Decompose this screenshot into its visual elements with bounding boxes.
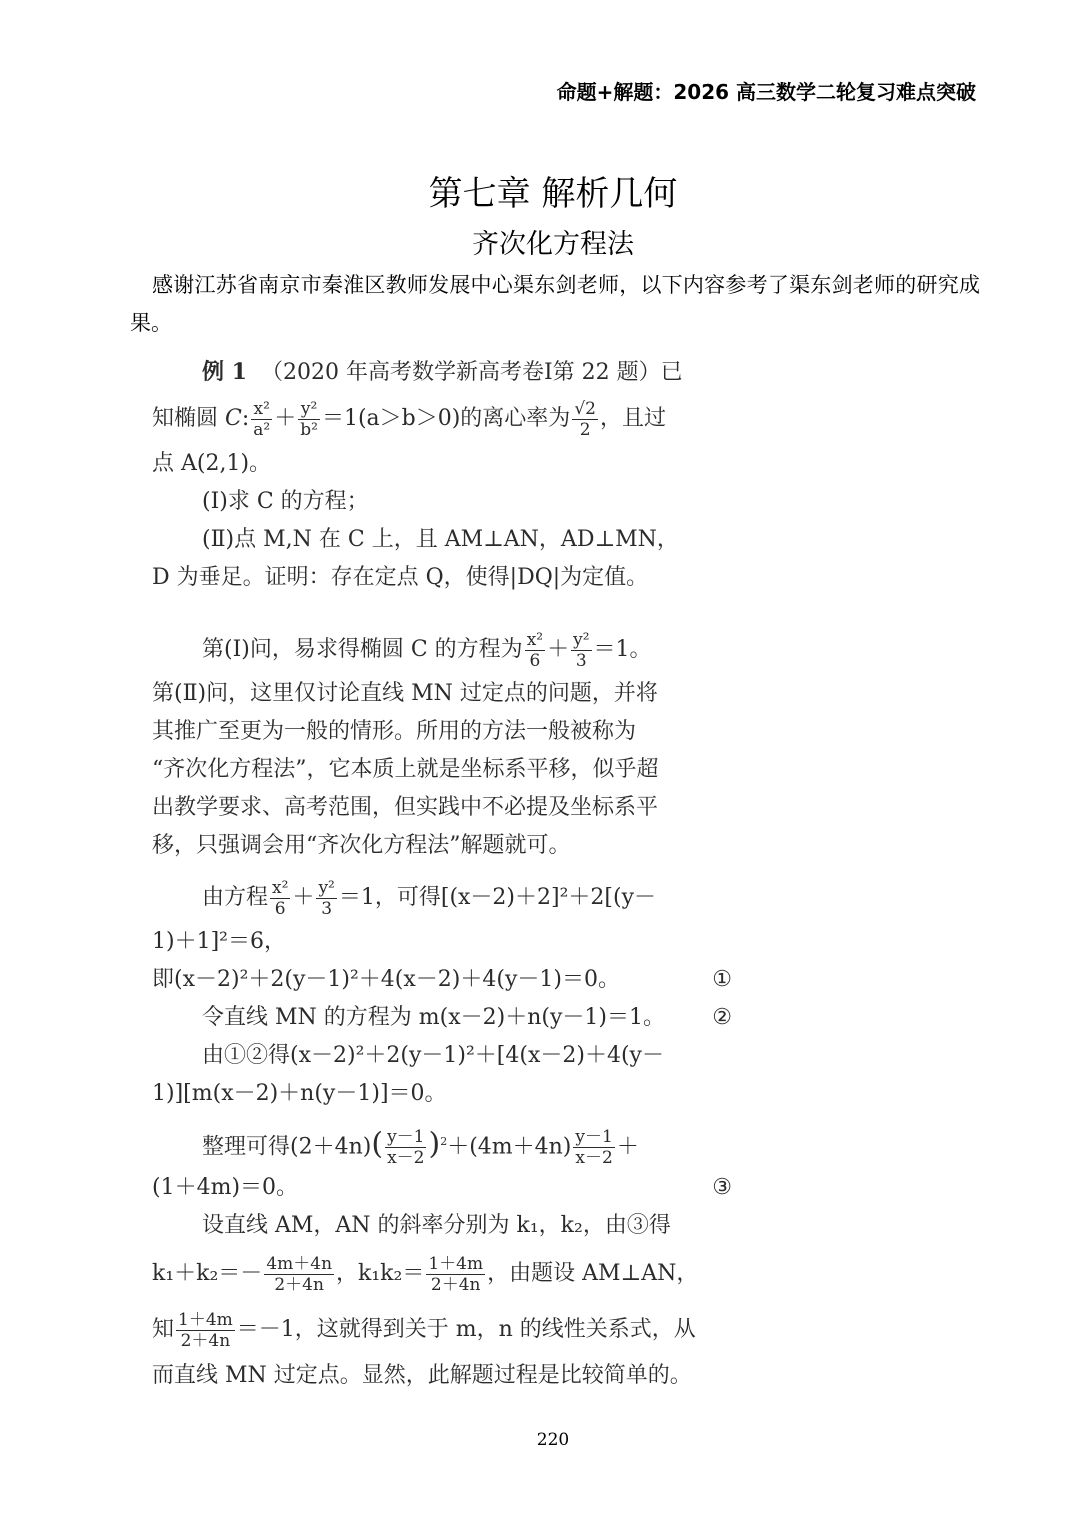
example-part-1: (Ⅰ)求 C 的方程；	[202, 489, 369, 514]
example-label: 例 1	[202, 359, 247, 385]
equation-3-cont: 1)][m(x－2)＋n(y－1)]＝0。	[152, 1081, 447, 1106]
slope-text: ＝－1，这就得到关于 m，n 的线性关系式，从	[236, 1317, 696, 1342]
equation-tag-3: ③	[712, 1175, 732, 1200]
solution-line: 出教学要求、高考范围，但实践中不必提及坐标系平	[152, 795, 659, 820]
slope-sum: k₁＋k₂＝－	[152, 1261, 263, 1286]
running-header: 命题+解题：2026 高三数学二轮复习难点突破	[556, 80, 976, 104]
example-source: （2020 年高考数学新高考卷Ⅰ第 22 题）已	[260, 360, 683, 385]
equation-4: 整理可得(2＋4n)	[202, 1134, 372, 1160]
fraction-product: $\frac{1+4m}{2+4n}$	[428, 1253, 484, 1295]
derivation-line: 1)＋1]²＝6，	[152, 929, 286, 954]
fraction-slope: $\frac{y-1}{x-2}$	[575, 1126, 613, 1168]
example-text: 知椭圆	[152, 406, 225, 431]
solution-text: 第(Ⅰ)问，易求得椭圆 C 的方程为	[202, 637, 523, 662]
equation-4: ＋(4m＋4n)	[447, 1134, 572, 1160]
equation-1: 即(x－2)²＋2(y－1)²＋4(x－2)＋4(y－1)＝0。	[152, 967, 620, 992]
equation-3: 由①②得(x－2)²＋2(y－1)²＋[4(x－2)＋4(y－	[202, 1043, 664, 1068]
ellipse-name: C	[225, 406, 242, 431]
fraction-y2-b2: $\frac{\text{y²}}{\text{b²}}$	[300, 398, 318, 440]
conclusion-line: 而直线 MN 过定点。显然，此解题过程是比较简单的。	[152, 1363, 692, 1388]
derivation-text: ＝1，可得[(x－2)＋2]²＋2[(y－	[338, 885, 657, 910]
solution-line: 其推广至更为一般的情形。所用的方法一般被称为	[152, 719, 637, 744]
example-part-2-cont: D 为垂足。证明：存在定点 Q，使得|DQ|为定值。	[152, 565, 649, 590]
equation-2: 令直线 MN 的方程为 m(x－2)＋n(y－1)＝1。	[202, 1005, 665, 1030]
solution-line: 移，只强调会用“齐次化方程法”解题就可。	[152, 833, 571, 858]
fraction-sum: $\frac{4m+4n}{2+4n}$	[266, 1253, 333, 1295]
slope-product: ，k₁k₂＝	[336, 1261, 425, 1286]
fraction-product: $\frac{1+4m}{2+4n}$	[178, 1309, 233, 1351]
example-text: ，且过	[599, 406, 666, 431]
example-point: 点 A(2,1)。	[152, 451, 272, 476]
equation-tag-2: ②	[712, 1005, 732, 1030]
fraction-y2-3: $\frac{\text{y²}}{3}$	[318, 877, 335, 919]
example-part-2: (Ⅱ)点 M,N 在 C 上，且 AM⊥AN，AD⊥MN，	[202, 527, 679, 552]
fraction-x2-a2: $\frac{\text{x²}}{\text{a²}}$	[253, 398, 271, 440]
equation-4-cont: (1＋4m)＝0。	[152, 1175, 299, 1200]
solution-line: “齐次化方程法”，它本质上就是坐标系平移，似乎超	[152, 757, 659, 782]
intro-paragraph: 感谢江苏省南京市秦淮区教师发展中心渠东剑老师，以下内容参考了渠东剑老师的研究成果。	[130, 273, 980, 335]
page-number: 220	[536, 1430, 570, 1450]
fraction-eccentricity: $\frac{√2}{2}$	[574, 398, 596, 440]
fraction-x2-6: $\frac{\text{x²}}{6}$	[526, 629, 544, 671]
solution-line: 第(Ⅱ)问，这里仅讨论直线 MN 过定点的问题，并将	[152, 681, 658, 706]
solution-block: 第(Ⅰ)问，易求得椭圆 C 的方程为 $\frac{\text{x²}}{6}$ ＋ $\frac{\text{y²}}{3}$ ＝1。 第(Ⅱ)问，这里仅讨论直线 MN 过定点的问题，并将 其推广至更为一般的情形。所用的方法一般被称为 “齐次化方程法”，它本质上就是坐标系平移，似乎超 出教学要求、高考范围，但实践中不必提及坐标系平 移，只强调会用“齐次化方程法”解题就可。	[152, 624, 732, 866]
slope-text: ，由题设 AM⊥AN，	[487, 1261, 699, 1286]
chapter-title: 第七章 解析几何	[428, 174, 678, 214]
derivation-text: 由方程	[202, 885, 269, 910]
section-title: 齐次化方程法	[472, 229, 634, 260]
slope-text: 设直线 AM，AN 的斜率分别为 k₁，k₂，由③得	[202, 1213, 671, 1238]
solution-text: ＝1。	[593, 637, 652, 662]
example-condition: (a＞b＞0)的离心率为	[357, 406, 571, 431]
fraction-x2-6: $\frac{\text{x²}}{6}$	[272, 877, 289, 919]
equation-4: ＋	[616, 1134, 639, 1160]
example-block: 例 1 （2020 年高考数学新高考卷Ⅰ第 22 题）已 知椭圆 C: $\frac{\text{x²}}{\text{a²}}$ ＋ $\frac{\text{y²}}{\text{b²}}$ ＝1(a＞b＞0)的离心率为 $\frac{√2}{2}$ ，且过 点 A(2,1)。 (Ⅰ)求 C 的方程； (Ⅱ)点 M,N 在 C 上，且 AM⊥AN，AD⊥MN， D 为垂足。证明：存在定点 Q，使得|DQ|为定值。	[152, 354, 732, 598]
fraction-slope: $\frac{y-1}{x-2}$	[387, 1126, 425, 1168]
derivation-block: 由方程 $\frac{\text{x²}}{6}$ ＋ $\frac{\text{y²}}{3}$ ＝1，可得[(x－2)＋2]²＋2[(y－ 1)＋1]²＝6， 即(x－2)²＋2(y－1)²＋4(x－2)＋4(y－1)＝0。 ① 令直线 MN 的方程为 m(x－2)＋n(y－1)＝1。 ② 由①②得(x－2)²＋2(y－1)²＋[4(x－2)＋4(y－ 1)][m(x－2)＋n(y－1)]＝0。 整理可得(2＋4n)( $\frac{y-1}{x-2}$ )$^2$＋(4m＋4n) $\frac{y-1}{x-2}$ ＋ (1＋4m)＝0。 ③ 设直线 AM，AN 的斜率分别为 k₁，k₂，由③得 k₁＋k₂＝－ $\frac{4m+4n}{2+4n}$ ，k₁k₂＝ $\frac{1+4m}{2+4n}$ ，由题设 AM⊥AN， 知 $\frac{1+4m}{2+4n}$ ＝－1，这就得到关于 m，n 的线性关系式，从 而直线 MN 过定点。显然，此解题过程是比较简单的。	[152, 872, 732, 1396]
equation-tag-1: ①	[712, 967, 732, 992]
fraction-y2-3: $\frac{\text{y²}}{3}$	[573, 629, 590, 671]
slope-text: 知	[152, 1317, 175, 1342]
